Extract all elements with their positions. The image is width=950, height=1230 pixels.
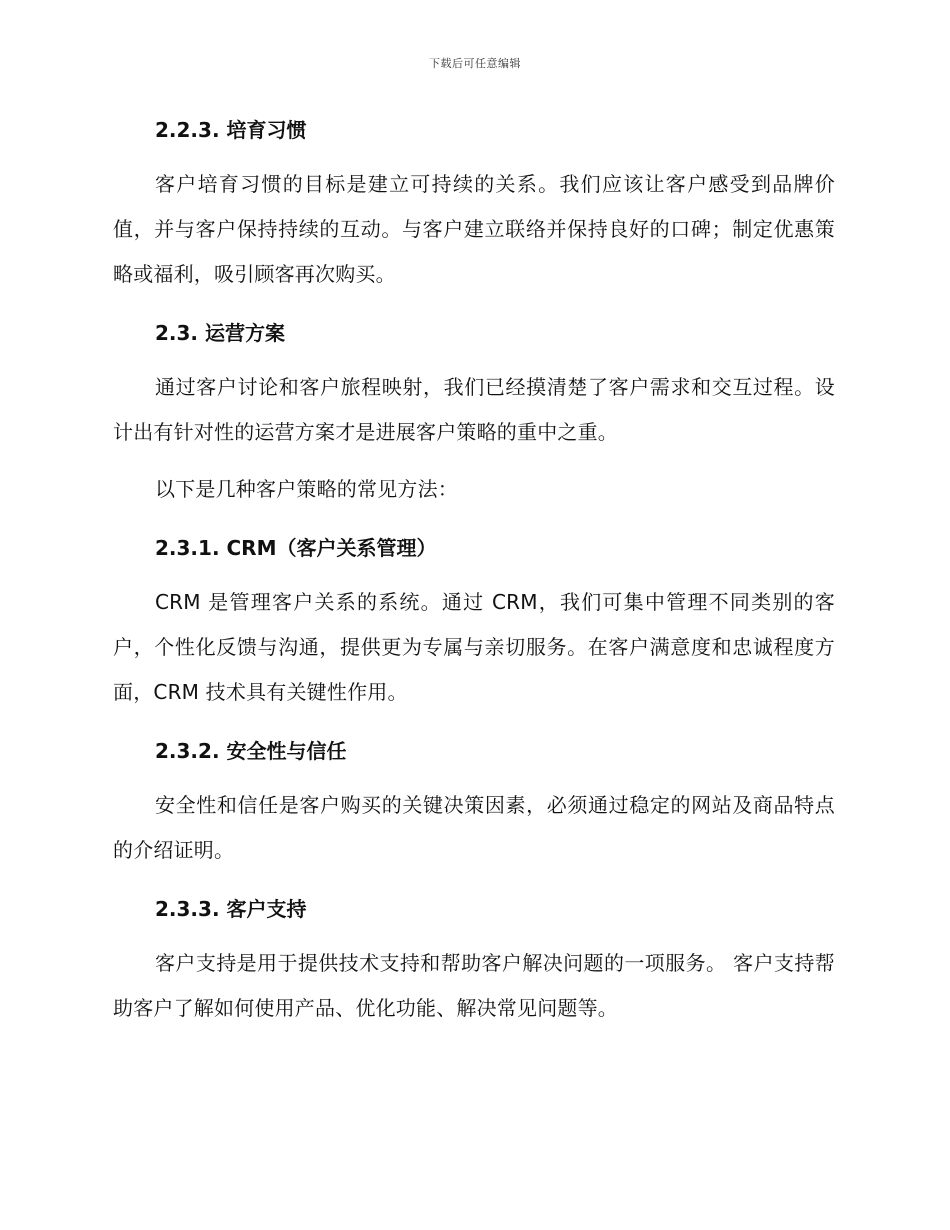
paragraph: 通过客户讨论和客户旅程映射，我们已经摸清楚了客户需求和交互过程。设计出有针对性的运营方案才是进展客户策略的重中之重。 [113, 375, 835, 444]
section-heading-2-3: 2.3. 运营方案 [155, 321, 285, 345]
section-heading-2-3-1: 2.3.1. CRM（客户关系管理） [155, 536, 437, 560]
paragraph: CRM 是管理客户关系的系统。通过 CRM，我们可集中管理不同类别的客户，个性化反馈与沟通，提供更为专属与亲切服务。在客户满意度和忠诚程度方面，CRM 技术具有关键性作用。 [113, 590, 835, 704]
paragraph: 客户培育习惯的目标是建立可持续的关系。我们应该让客户感受到品牌价值，并与客户保持持续的互动。与客户建立联络并保持良好的口碑；制定优惠策略或福利，吸引顾客再次购买。 [113, 172, 835, 286]
paragraph: 安全性和信任是客户购买的关键决策因素，必须通过稳定的网站及商品特点的介绍证明。 [113, 793, 835, 862]
document-body [113, 110, 835, 1031]
paragraph: 客户支持是用于提供技术支持和帮助客户解决问题的一项服务。 客户支持帮助客户了解如何使用产品、优化功能、解决常见问题等。 [113, 951, 835, 1020]
header-note: 下载后可任意编辑 [429, 57, 521, 70]
section-heading-2-3-2: 2.3.2. 安全性与信任 [155, 739, 347, 763]
paragraph: 以下是几种客户策略的常见方法： [155, 477, 458, 501]
section-heading-2-3-3: 2.3.3. 客户支持 [155, 897, 307, 921]
section-heading-2-2-3: 2.2.3. 培育习惯 [155, 118, 307, 142]
